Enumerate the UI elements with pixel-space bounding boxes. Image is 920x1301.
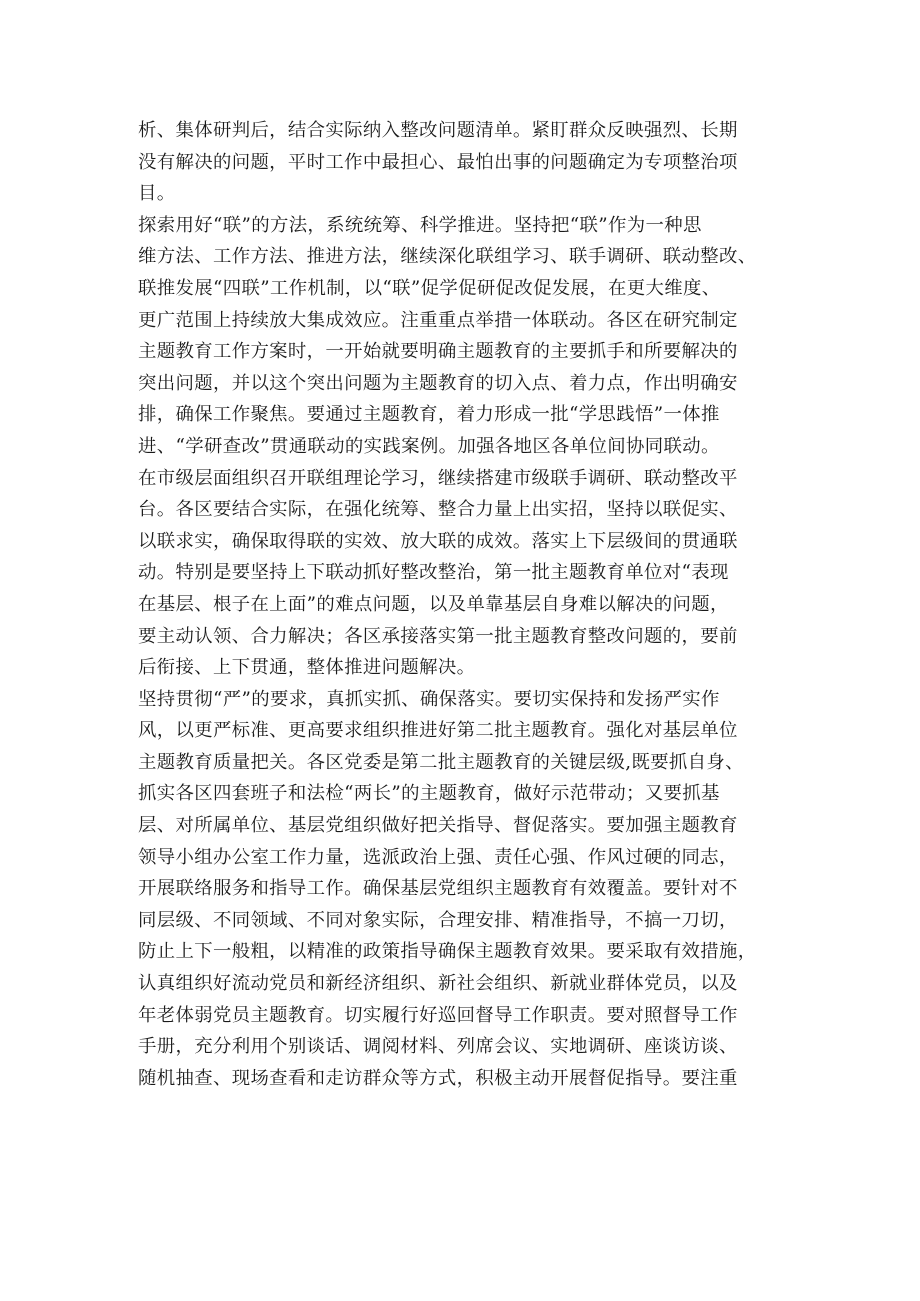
- text-line: 主题教育工作方案时，一开始就要明确主题教育的主要抓手和所要解决的: [138, 341, 738, 363]
- body-text: [138, 115, 798, 1094]
- text-line: 开展联络服务和指导工作。确保基层党组织主题教育有效覆盖。要针对不: [138, 878, 738, 900]
- text-line: 层、对所属单位、基层党组织做好把关指导、督促落实。要加强主题教育: [138, 815, 738, 837]
- text-line: 防止上下一般粗，以精准的政策指导确保主题教育效果。要采取有效措施，: [138, 941, 757, 963]
- text-line: 目。: [138, 183, 176, 205]
- text-line: 探索用好“联”的方法，系统统筹、科学推进。坚持把“联”作为一种思: [138, 214, 702, 236]
- text-line: 同层级、不同领域、不同对象实际，合理安排、精准指导，不搞一刀切，: [138, 909, 738, 931]
- text-line: 突出问题，并以这个突出问题为主题教育的切入点、着力点，作出明确安: [138, 372, 738, 394]
- text-line: 进、“学研查改”贯通联动的实践案例。加强各地区各单位间协同联动。: [138, 435, 720, 457]
- text-line: 年老体弱党员主题教育。切实履行好巡回督导工作职责。要对照督导工作: [138, 1004, 738, 1026]
- text-line: 后衔接、上下贯通，整体推进问题解决。: [138, 657, 476, 679]
- text-line: 联推发展“四联”工作机制，以“联”促学促研促改促发展，在更大维度、: [138, 277, 721, 299]
- text-line: 排，确保工作聚焦。要通过主题教育，着力形成一批“学思践悟”一体推: [138, 404, 720, 426]
- text-line: 台。各区要结合实际，在强化统筹、整合力量上出实招，坚持以联促实、: [138, 499, 738, 521]
- text-line: 抓实各区四套班子和法检“两长”的主题教育，做好示范带动；又要抓基: [138, 783, 720, 805]
- text-line: 坚持贯彻“严”的要求，真抓实抓、确保落实。要切实保持和发扬严实作: [138, 688, 720, 710]
- text-line: 主题教育质量把关。各区党委是第二批主题教育的关键层级,既要抓自身、: [138, 751, 744, 773]
- text-line: 没有解决的问题，平时工作中最担心、最怕出事的问题确定为专项整治项: [138, 151, 738, 173]
- text-line: 在基层、根子在上面”的难点问题，以及单靠基层自身难以解决的问题，: [138, 593, 729, 615]
- text-line: 随机抽查、现场查看和走访群众等方式，积极主动开展督促指导。要注重: [138, 1067, 738, 1089]
- text-line: 手册，充分利用个别谈话、调阅材料、列席会议、实地调研、座谈访谈、: [138, 1036, 738, 1058]
- text-line: 维方法、工作方法、推进方法，继续深化联组学习、联手调研、联动整改、: [138, 246, 757, 268]
- text-line: 风，以更严标准、更高要求组织推进好第二批主题教育。强化对基层单位: [138, 720, 738, 742]
- text-line: 在市级层面组织召开联组理论学习，继续搭建市级联手调研、联动整改平: [138, 467, 738, 489]
- text-line: 认真组织好流动党员和新经济组织、新社会组织、新就业群体党员，以及: [138, 973, 738, 995]
- text-line: 更广范围上持续放大集成效应。注重重点举措一体联动。各区在研究制定: [138, 309, 738, 331]
- text-line: 析、集体研判后，结合实际纳入整改问题清单。紧盯群众反映强烈、长期: [138, 120, 738, 141]
- text-line: 领导小组办公室工作力量，选派政治上强、责任心强、作风过硬的同志，: [138, 846, 738, 868]
- text-line: 以联求实，确保取得联的实效、放大联的成效。落实上下层级间的贯通联: [138, 530, 738, 552]
- text-line: 动。特别是要坚持上下联动抓好整改整治，第一批主题教育单位对“表现: [138, 562, 729, 584]
- text-line: 要主动认领、合力解决；各区承接落实第一批主题教育整改问题的，要前: [138, 625, 738, 647]
